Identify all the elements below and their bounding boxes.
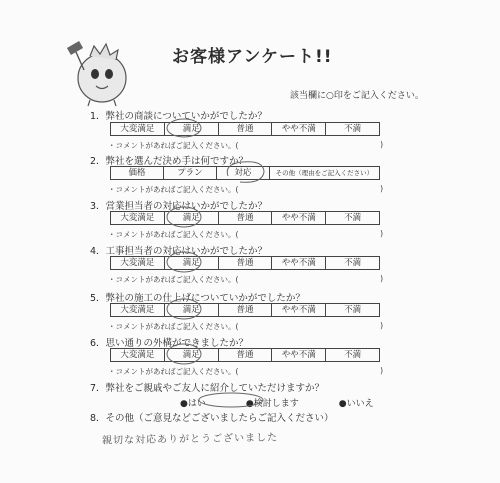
q1-choice-4[interactable]: やや不満 xyxy=(272,123,326,135)
comment-prompt: ・コメントがあればご記入ください。 xyxy=(108,141,236,150)
q7-option-no[interactable]: ●いいえ xyxy=(338,399,374,409)
q5-choice-3[interactable]: 普通 xyxy=(219,304,273,316)
question-3-comment[interactable]: ・コメントがあればご記入ください。( ) xyxy=(108,229,383,239)
q4-choice-2[interactable]: 満足 xyxy=(165,257,219,269)
q5-choice-1[interactable]: 大変満足 xyxy=(111,304,165,316)
q3-choice-5[interactable]: 不満 xyxy=(344,213,362,223)
question-6-choices xyxy=(110,348,380,362)
question-2-comment[interactable]: ・コメントがあればご記入ください。( ) xyxy=(108,184,383,194)
q6-choice-3[interactable]: 普通 xyxy=(219,349,273,361)
question-5-label: 5．弊社の施工の仕上げについていかがでしたか？ xyxy=(90,293,305,304)
question-5-comment[interactable]: ・コメントがあればご記入ください。( ) xyxy=(108,321,383,331)
q5-choice-2[interactable]: 満足 xyxy=(165,304,219,316)
question-7-label: 7．弊社をご親戚やご友人に紹介していただけますか？ xyxy=(90,383,325,394)
question-1-comment[interactable]: ・コメントがあればご記入ください。( ) xyxy=(108,140,383,150)
q4-choice-3[interactable]: 普通 xyxy=(219,257,273,269)
question-2-label: 2．弊社を選んだ決め手は何ですか？ xyxy=(90,156,249,167)
q7-option-yes[interactable]: ●はい xyxy=(180,399,206,409)
question-3-label: 3．営業担当者の対応はいかがでしたか？ xyxy=(90,201,268,212)
q5-choice-4[interactable]: やや不満 xyxy=(272,304,326,316)
question-4-label: 4．工事担当者の対応はいかがでしたか？ xyxy=(90,246,268,257)
q5-choice-5[interactable]: 不満 xyxy=(344,305,362,315)
question-7-options xyxy=(180,396,374,409)
mascot-illustration xyxy=(60,36,140,108)
question-4-choices xyxy=(110,256,380,270)
question-5-choices xyxy=(110,303,380,317)
question-6-label: 6．思い通りの外構ができましたか？ xyxy=(90,338,249,349)
survey-title: お客様アンケート!! xyxy=(172,47,333,67)
q1-choice-3[interactable]: 普通 xyxy=(219,123,273,135)
q3-choice-4[interactable]: やや不満 xyxy=(272,212,326,224)
question-6-comment[interactable]: ・コメントがあればご記入ください。( ) xyxy=(108,366,383,376)
q1-choice-5[interactable]: 不満 xyxy=(344,124,362,134)
question-3-choices xyxy=(110,211,380,225)
q6-choice-1[interactable]: 大変満足 xyxy=(111,349,165,361)
question-4-comment[interactable]: ・コメントがあればご記入ください。( ) xyxy=(108,274,383,284)
instruction-text: 該当欄に○印をご記入ください。 xyxy=(290,91,424,101)
q6-choice-4[interactable]: やや不満 xyxy=(272,349,326,361)
q2-choice-4[interactable]: その他（理由をご記入ください） xyxy=(275,169,374,177)
q2-choice-1[interactable]: 価格 xyxy=(111,167,164,179)
question-2-choices xyxy=(110,166,380,180)
question-1-choices xyxy=(110,122,380,136)
q7-option-consider[interactable]: ●検討します xyxy=(245,399,299,409)
q1-choice-2[interactable]: 満足 xyxy=(165,123,219,135)
handwritten-answer: 親切な対応ありがとうございました xyxy=(101,432,279,447)
question-1-label: 1．弊社の商談についていかがでしたか？ xyxy=(90,111,267,122)
q4-choice-4[interactable]: やや不満 xyxy=(272,257,326,269)
q4-choice-5[interactable]: 不満 xyxy=(344,258,362,268)
q3-choice-3[interactable]: 普通 xyxy=(219,212,273,224)
q4-choice-1[interactable]: 大変満足 xyxy=(111,257,165,269)
q6-choice-5[interactable]: 不満 xyxy=(344,350,362,360)
q2-choice-2[interactable]: プラン xyxy=(164,167,217,179)
question-8-label: 8．その他（ご意見などございましたらご記入ください） xyxy=(90,413,334,424)
q3-choice-1[interactable]: 大変満足 xyxy=(111,212,165,224)
q3-choice-2[interactable]: 満足 xyxy=(165,212,219,224)
q2-choice-3[interactable]: 対応 xyxy=(217,167,270,179)
q6-choice-2[interactable]: 満足 xyxy=(165,349,219,361)
q1-choice-1[interactable]: 大変満足 xyxy=(111,123,165,135)
